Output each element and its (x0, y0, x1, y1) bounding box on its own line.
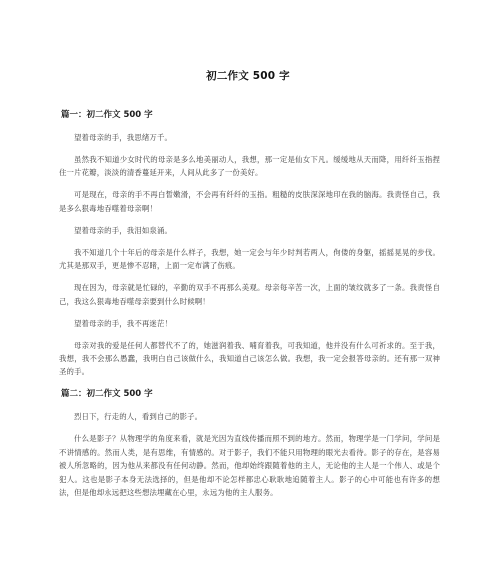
section-1 (59, 110, 440, 379)
paragraph: 望着母亲的手，我不再迷茫！ (74, 318, 173, 328)
section-2 (59, 389, 440, 499)
section-heading: 篇一：初二作文 500 字 (61, 110, 153, 120)
document-body (59, 110, 440, 508)
paragraph: 可是现在，母亲的手不再白皙嫩滑，不会再有纤纤的玉指。粗糙的皮肤深深地印在我的脑海。我责怪自己，我是多么狠毒地吞噬着母亲啊！ (59, 190, 440, 213)
paragraph: 现在因为，母亲就是忙碌的，辛勤的双手不再那么美观。母亲每辛苦一次，上面的皱纹就多了一条。我责怪自己，我这么狠毒地吞噬母亲要到什么时候啊！ (59, 283, 440, 306)
paragraph: 望着母亲的手，我思绪万千。 (74, 133, 173, 142)
document-title: 初二作文 500 字 (206, 70, 290, 82)
paragraph: 母亲对我的爱是任何人都替代不了的，她滋润着我、哺育着我，可我知道，他并没有什么可祈求的。至于我，我想，我不会那么愚蠢，我明白自己该做什么，我知道自己该怎么做。我想，我一定会报答母亲的。还有那一双神圣的手。 (59, 340, 440, 377)
paragraph: 我不知道几个十年后的母亲是什么样子，我想，她一定会与年少时判若两人，佝偻的身躯，摇摇晃晃的步伐。尤其是那双手，更是惨不忍睹，上面一定布满了伤痕。 (59, 247, 440, 271)
paragraph: 烈日下，行走的人，看到自己的影子。 (74, 412, 203, 422)
section-heading: 篇二：初二作文 500 字 (61, 389, 153, 400)
paragraph: 什么是影子？从物理学的角度来看，就是光因为直线传播而照不到的地方。然而，物理学是一门学问，学问是不讲情感的。然而人类，是有思维，有情感的。对于影子，我们不能只用物理的眼光去看待。影子的存在，是容易被人所忽略的，因为他从来都没有任何动静。然而，他却始终跟随着他的主人，无论他的主人是一个伟人、或是个犯人。这也是影子本身无法选择的，但是他却不论怎样都忠心耿耿地追随着主人。影子的心中可能也有许多的想法，但是他却永远把这些想法埋藏在心里，永远为他的主人服务。 (59, 434, 440, 498)
paragraph: 望着母亲的手，我泪如泉涌。 (74, 225, 173, 235)
paragraph: 虽然我不知道少女时代的母亲是多么地美丽动人，我想，那一定是仙女下凡。缓缓地从天而降，用纤纤玉指捏住一片花瓣，淡淡的清香蔓延开来，人间从此多了一份美好。 (59, 155, 440, 178)
